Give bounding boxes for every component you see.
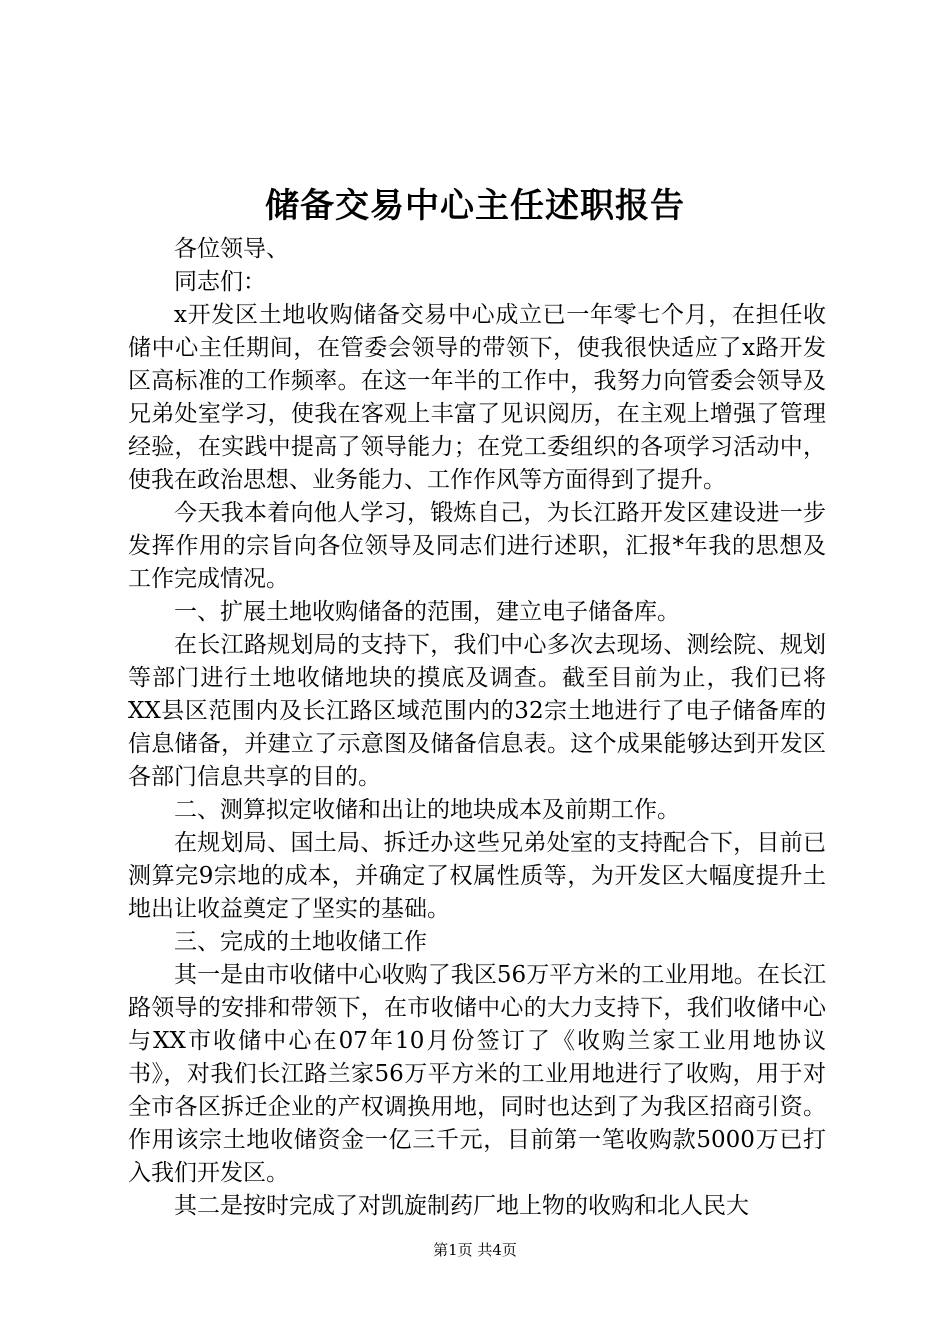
section-heading: 二、测算拟定收储和出让的地块成本及前期工作。 <box>174 797 680 823</box>
body-paragraph: x开发区土地收购储备交易中心成立已一年零七个月，在担任收储中心主任期间，在管委会领导的带领下，使我很快适应了x路开发区高标准的工作频率。在这一年半的工作中，我努力向管委会领导及兄弟处室学习，使我在客观上丰富了见识阅历，在主观上增强了管理经验，在实践中提高了领导能力；在党工委组织的各项学习活动中，使我在政治思想、业务能力、工作作风等方面得到了提升。 <box>128 302 826 493</box>
document-title: 储备交易中心主任述职报告 <box>265 186 685 226</box>
body-paragraph: 其二是按时完成了对凯旋制药厂地上物的收购和北人民大 <box>174 1193 749 1219</box>
page-footer: 第1页 共4页 <box>433 1241 517 1259</box>
body-paragraph: 其一是由市收储中心收购了我区56万平方米的工业用地。在长江路领导的安排和带领下，在市收储中心的大力支持下，我们收储中心与XX市收储中心在07年10月份签订了《收购兰家工业用地协议书》，对我们长江路兰家56万平方米的工业用地进行了收购，用于对全市各区拆迁企业的产权调换用地，同时也达到了为我区招商引资。作用该宗土地收储资金一亿三千元，目前第一笔收购款5000万已打入我们开发区。 <box>128 962 826 1186</box>
salutation-line: 同志们： <box>174 269 266 295</box>
body-paragraph: 在长江路规划局的支持下，我们中心多次去现场、测绘院、规划等部门进行土地收储地块的摸底及调查。截至目前为止，我们已将XX县区范围内及长江路区域范围内的32宗土地进行了电子储备库的信息储备，并建立了示意图及储备信息表。这个成果能够达到开发区各部门信息共享的目的。 <box>128 632 826 790</box>
document-body <box>128 233 826 1223</box>
salutation-line: 各位领导、 <box>174 236 289 262</box>
section-heading: 一、扩展土地收购储备的范围，建立电子储备库。 <box>174 599 680 625</box>
body-paragraph: 今天我本着向他人学习，锻炼自己，为长江路开发区建设进一步发挥作用的宗旨向各位领导及同志们进行述职，汇报*年我的思想及工作完成情况。 <box>128 500 826 592</box>
body-paragraph: 在规划局、国土局、拆迁办这些兄弟处室的支持配合下，目前已测算完9宗地的成本，并确定了权属性质等，为开发区大幅度提升土地出让收益奠定了坚实的基础。 <box>128 830 826 922</box>
section-heading: 三、完成的土地收储工作 <box>174 929 427 955</box>
